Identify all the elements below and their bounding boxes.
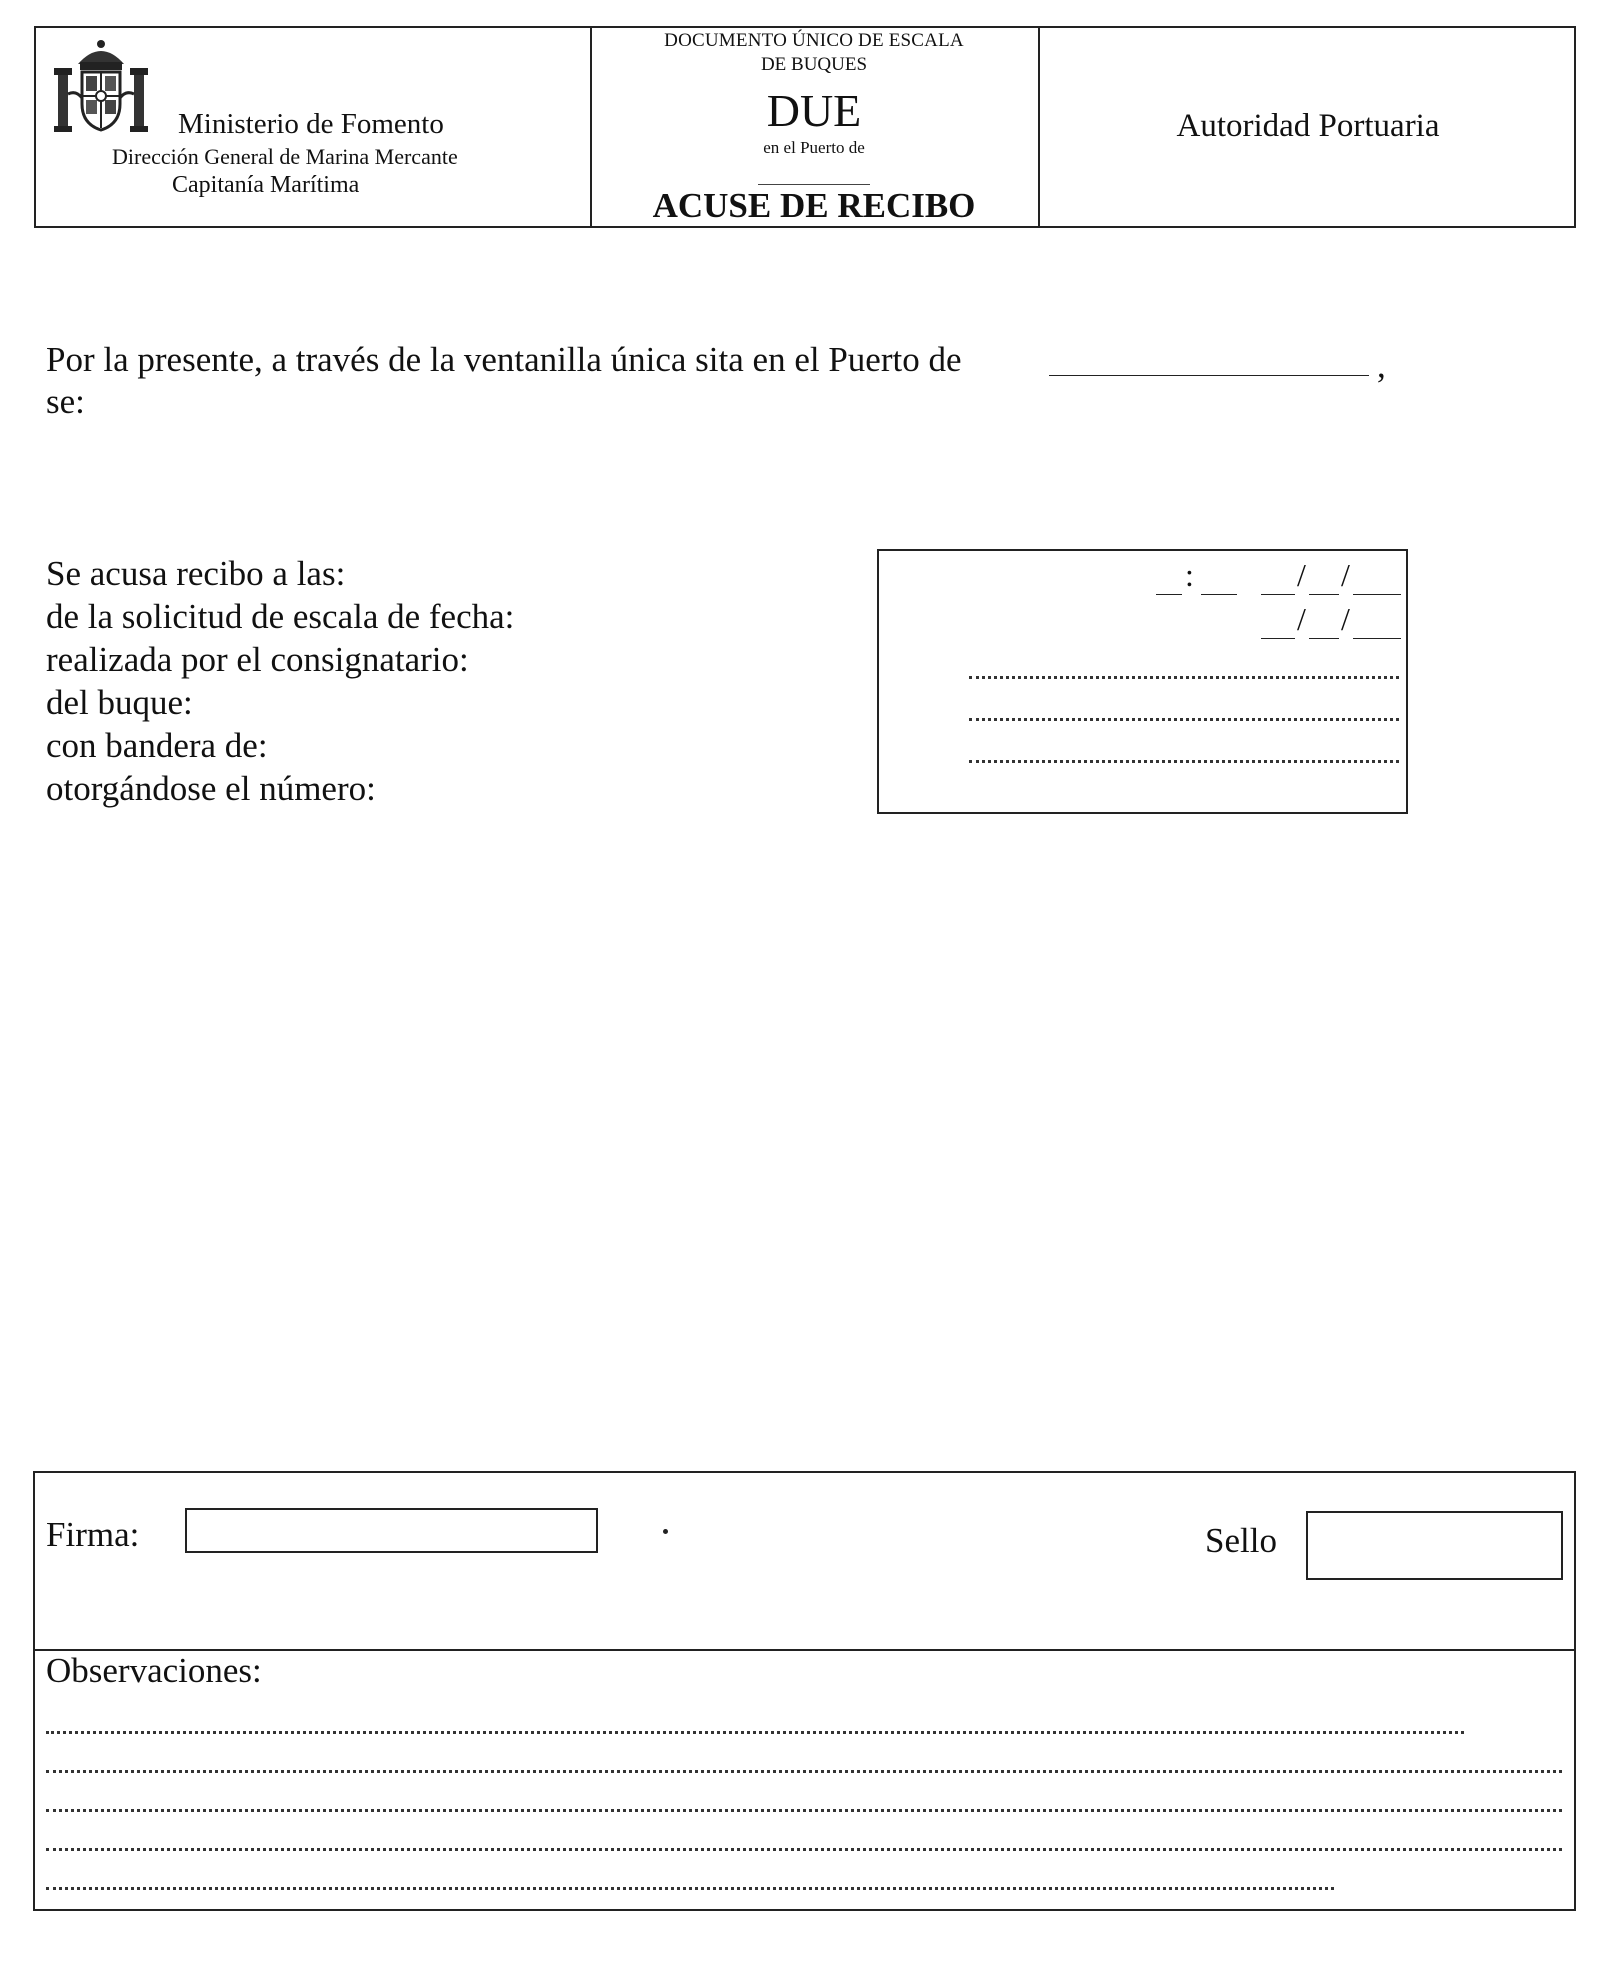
ministry-cell [36,28,592,226]
observaciones-label: Observaciones: [46,1651,262,1690]
label-fecha-solicitud: de la solicitud de escala de fecha: [46,597,515,636]
document-title-cell [590,28,1040,226]
firma-field[interactable] [185,1508,598,1553]
observaciones-line-3[interactable] [46,1809,1562,1812]
solicitud-day-blank[interactable] [1261,638,1295,639]
label-consignatario: realizada por el consignatario: [46,640,469,679]
puerto-blank-line [758,184,870,185]
hour-blank[interactable] [1156,594,1182,595]
stray-mark [663,1529,668,1534]
label-hora: Se acusa recibo a las: [46,554,346,593]
intro-line1: Por la presente, a través de la ventanilla única sita en el Puerto de [46,340,962,379]
time-separator: : [1185,557,1194,593]
intro-comma: , [1377,346,1386,385]
document-title-line2: DE BUQUES [760,54,868,75]
solicitud-year-blank[interactable] [1353,638,1401,639]
section-divider [35,1649,1574,1651]
consignatario-field[interactable] [969,676,1399,679]
observaciones-line-4[interactable] [46,1848,1562,1851]
document-header [34,26,1576,228]
capitania-name: Capitanía Marítima [172,172,360,198]
label-buque: del buque: [46,683,193,722]
date-separator: / [1297,557,1306,593]
date-separator: / [1341,557,1350,593]
observaciones-line-2[interactable] [46,1770,1562,1773]
sello-label: Sello [1205,1521,1277,1560]
document-title-line1: DOCUMENTO ÚNICO DE ESCALA [664,30,964,51]
signature-section [33,1471,1576,1911]
buque-field[interactable] [969,718,1399,721]
intro-line2: se: [46,382,85,421]
date-separator: / [1341,601,1350,637]
coat-of-arms-icon [46,34,156,144]
ministry-name: Ministerio de Fomento [178,108,444,140]
sello-field[interactable] [1306,1511,1563,1580]
observaciones-line-1[interactable] [46,1731,1464,1734]
document-type-title: ACUSE DE RECIBO [652,186,976,225]
day-blank[interactable] [1261,594,1295,595]
firma-label: Firma: [46,1515,140,1554]
solicitud-month-blank[interactable] [1309,638,1339,639]
autoridad-name: Autoridad Portuaria [1176,108,1440,144]
month-blank[interactable] [1309,594,1339,595]
bandera-field[interactable] [969,760,1399,763]
date-separator: / [1297,601,1306,637]
field-labels [46,552,514,810]
document-code: DUE [766,85,862,136]
document-puerto-label: en el Puerto de [763,138,865,157]
label-bandera: con bandera de: [46,726,268,765]
direccion-name: Dirección General de Marina Mercante [112,144,458,169]
puerto-input-line[interactable] [1049,375,1369,376]
label-numero: otorgándose el número: [46,769,376,808]
receipt-data-box [877,549,1408,814]
year-blank[interactable] [1353,594,1401,595]
autoridad-cell [1040,28,1576,226]
observaciones-line-5[interactable] [46,1887,1334,1890]
minute-blank[interactable] [1201,594,1237,595]
